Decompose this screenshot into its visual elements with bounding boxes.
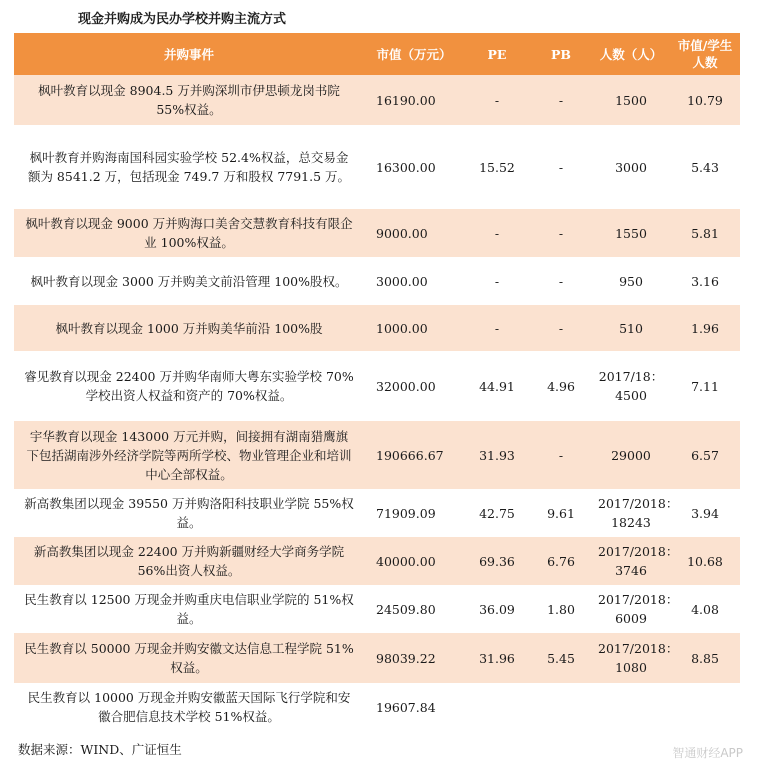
header-pe: PE: [464, 33, 530, 75]
cell-ratio: 5.81: [670, 209, 740, 257]
header-ratio: 市值/学生人数: [670, 33, 740, 75]
cell-pe: 42.75: [479, 505, 515, 521]
cell-people: 3000: [615, 159, 647, 175]
cell-market-value: 1000.00: [364, 305, 464, 351]
cell-market-value: 32000.00: [376, 378, 436, 394]
cell-ratio: 3.16: [691, 273, 719, 289]
cell-pe: 44.91: [479, 378, 515, 394]
cell-people: 950: [619, 273, 643, 289]
cell-pb: -: [558, 273, 564, 289]
cell-pe: -: [464, 75, 530, 125]
cell-pb: 5.45: [530, 633, 592, 683]
cell-pb: -: [558, 159, 564, 175]
header-pb: PB: [530, 33, 592, 75]
cell-market-value: 16300.00: [376, 159, 436, 175]
header-row: [14, 33, 740, 75]
cell-pe: [464, 683, 530, 731]
table-row: [14, 683, 740, 731]
cell-people: 2017/2018：1080: [592, 633, 670, 683]
cell-event: 枫叶教育以现金 9000 万并购海口美舍交慧教育科技有限企业 100%权益。: [14, 209, 364, 257]
cell-market-value: 9000.00: [364, 209, 464, 257]
table-row: [14, 75, 740, 125]
cell-pb: 4.96: [547, 378, 575, 394]
cell-event: 民生教育以 50000 万现金并购安徽文达信息工程学院 51%权益。: [14, 633, 364, 683]
cell-ratio: 6.57: [670, 421, 740, 489]
cell-people: 2017/2018：6009: [598, 592, 679, 626]
cell-event: 枫叶教育以现金 1000 万并购美华前沿 100%股: [14, 305, 364, 351]
cell-market-value: 98039.22: [364, 633, 464, 683]
cell-pe: 69.36: [464, 537, 530, 585]
table-row: [14, 257, 740, 305]
cell-event: 宇华教育以现金 143000 万元并购，间接拥有湖南猎鹰旗下包括湖南涉外经济学院等两所学校、物业管理企业和培训中心全部权益。: [14, 421, 364, 489]
cell-pe: -: [494, 273, 500, 289]
cell-market-value: 24509.80: [376, 601, 436, 617]
cell-ratio: 3.94: [691, 505, 719, 521]
cell-event: 枫叶教育以现金 3000 万并购美文前沿管理 100%股权。: [30, 273, 348, 289]
cell-market-value: 190666.67: [364, 421, 464, 489]
cell-pb: 6.76: [530, 537, 592, 585]
cell-people: 1500: [592, 75, 670, 125]
merger-table: [14, 33, 740, 731]
cell-people: [592, 683, 670, 731]
cell-market-value: 71909.09: [376, 505, 436, 521]
cell-market-value: 19607.84: [376, 699, 436, 715]
cell-pe: 15.52: [479, 159, 515, 175]
cell-ratio: 7.11: [691, 378, 719, 394]
cell-pb: 9.61: [547, 505, 575, 521]
cell-people: 2017/2018：3746: [592, 537, 670, 585]
cell-pb: 1.80: [547, 601, 575, 617]
cell-people: 510: [592, 305, 670, 351]
cell-market-value: 16190.00: [364, 75, 464, 125]
cell-ratio: [670, 683, 740, 731]
cell-pb: -: [530, 421, 592, 489]
cell-people: 2017/2018：18243: [598, 496, 679, 530]
cell-pe: 36.09: [479, 601, 515, 617]
table-row: [14, 125, 740, 209]
cell-event: 枫叶教育以现金 8904.5 万并购深圳市伊思顿龙岗书院 55%权益。: [14, 75, 364, 125]
table-row: [14, 351, 740, 421]
table-row: [14, 489, 740, 537]
table-row: [14, 537, 740, 585]
cell-ratio: 8.85: [670, 633, 740, 683]
cell-event: 新高教集团以现金 39550 万并购洛阳科技职业学院 55%权益。: [24, 496, 354, 530]
cell-ratio: 10.68: [670, 537, 740, 585]
table-row: [14, 209, 740, 257]
cell-ratio: 10.79: [670, 75, 740, 125]
cell-market-value: 40000.00: [364, 537, 464, 585]
table-row: [14, 633, 740, 683]
watermark: 智通财经APP: [672, 746, 743, 760]
header-people: 人数（人）: [592, 33, 670, 75]
table-row: [14, 421, 740, 489]
cell-pe: -: [464, 305, 530, 351]
header-event: 并购事件: [14, 33, 364, 75]
cell-pe: -: [464, 209, 530, 257]
cell-pe: 31.93: [464, 421, 530, 489]
cell-ratio: 4.08: [691, 601, 719, 617]
cell-pe: 31.96: [464, 633, 530, 683]
cell-pb: -: [530, 305, 592, 351]
cell-people: 29000: [592, 421, 670, 489]
cell-pb: -: [530, 209, 592, 257]
cell-event: 睿见教育以现金 22400 万并购华南师大粤东实验学校 70%学校出资人权益和资产的 70%权益。: [24, 369, 354, 403]
table-row: [14, 305, 740, 351]
cell-market-value: 3000.00: [376, 273, 428, 289]
cell-ratio: 5.43: [691, 159, 719, 175]
cell-event: 新高教集团以现金 22400 万并购新疆财经大学商务学院 56%出资人权益。: [14, 537, 364, 585]
data-source-note: 数据来源：WIND、广证恒生: [18, 742, 182, 757]
header-market-value: 市值（万元）: [364, 33, 464, 75]
table-row: [14, 585, 740, 633]
cell-event: 民生教育以 12500 万现金并购重庆电信职业学院的 51%权益。: [24, 592, 354, 626]
table-title: 现金并购成为民办学校并购主流方式: [78, 12, 287, 27]
cell-people: 2017/18：4500: [598, 369, 664, 403]
cell-pb: [530, 683, 592, 731]
cell-pb: -: [530, 75, 592, 125]
cell-ratio: 1.96: [670, 305, 740, 351]
cell-event: 枫叶教育并购海南国科园实验学校 52.4%权益，总交易金额为 8541.2 万，包括现金 749.7 万和股权 7791.5 万。: [27, 150, 351, 184]
cell-people: 1550: [592, 209, 670, 257]
cell-event: 民生教育以 10000 万现金并购安徽蓝天国际飞行学院和安徽合肥信息技术学校 51%权益。: [27, 690, 351, 724]
